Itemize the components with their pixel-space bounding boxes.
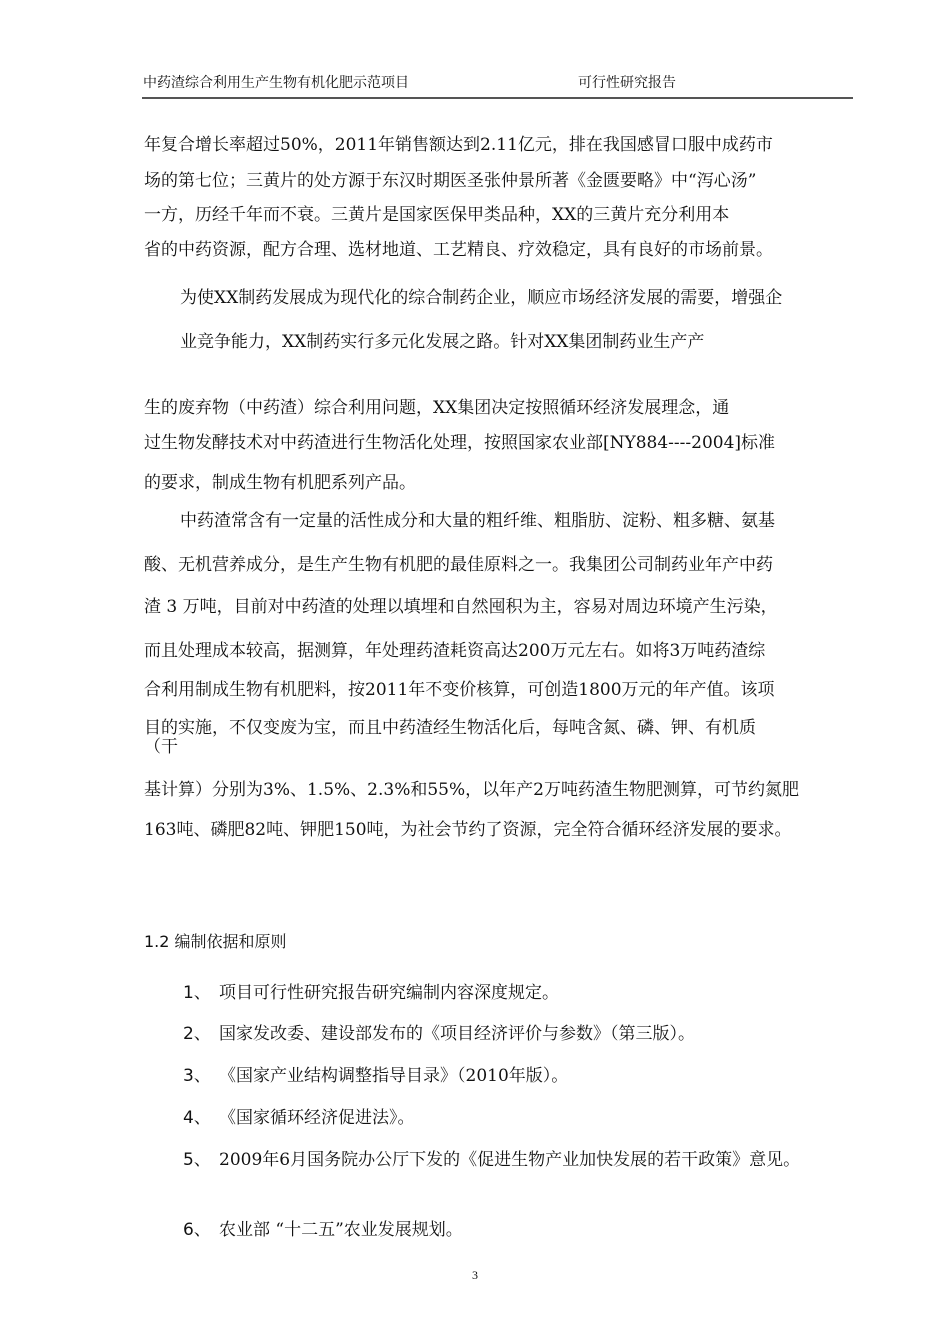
text-line: 年复合增长率超过50%，2011年销售额达到2.11亿元，排在我国感冒口服中成药市 <box>144 135 773 155</box>
text-line: 163吨、磷肥82吨、钾肥150吨，为社会节约了资源，完全符合循环经济发展的要求。 <box>144 820 792 840</box>
list-item <box>183 982 559 1004</box>
text-line: 合利用制成生物有机肥料，按2011年不变价核算，可创造1800万元的年产值。该项 <box>144 680 775 700</box>
list-item <box>183 1149 800 1171</box>
text-line: 省的中药资源，配方合理、选材地道、工艺精良、疗效稳定，具有良好的市场前景。 <box>144 240 773 260</box>
text-line: 而且处理成本较高，据测算，年处理药渣耗资高达200万元左右。如将3万吨药渣综 <box>144 641 766 661</box>
item-number: 1、 <box>183 983 211 1003</box>
section-heading: 1.2 编制依据和原则 <box>144 932 287 951</box>
text-line: 渣 3 万吨，目前对中药渣的处理以填埋和自然囤积为主，容易对周边环境产生污染， <box>144 597 778 617</box>
text-line: （干 <box>144 737 178 757</box>
item-number: 3、 <box>183 1066 211 1086</box>
item-number: 5、 <box>183 1150 211 1170</box>
text-line: 酸、无机营养成分，是生产生物有机肥的最佳原料之一。我集团公司制药业年产中药 <box>144 555 773 575</box>
item-text: 《国家产业结构调整指导目录》（2010年版）。 <box>219 1066 569 1086</box>
item-text: 项目可行性研究报告研究编制内容深度规定。 <box>219 983 559 1003</box>
text-line: 生的废弃物（中药渣）综合利用问题，XX集团决定按照循环经济发展理念，通 <box>144 398 730 418</box>
text-line: 一方，历经千年而不衰。三黄片是国家医保甲类品种，XX的三黄片充分利用本 <box>144 205 730 225</box>
item-number: 4、 <box>183 1108 211 1128</box>
text-line: 目的实施，不仅变废为宝，而且中药渣经生物活化后，每吨含氮、磷、钾、有机质 <box>144 718 756 738</box>
item-text: 农业部 “十二五”农业发展规划。 <box>219 1220 463 1240</box>
list-item <box>183 1219 463 1241</box>
item-number: 6、 <box>183 1220 211 1240</box>
text-line: 为使XX制药发展成为现代化的综合制药企业，顺应市场经济发展的需要，增强企 <box>180 288 783 308</box>
text-line: 过生物发酵技术对中药渣进行生物活化处理，按照国家农业部[NY884----2004]标准 <box>144 433 776 453</box>
header-report-type: 可行性研究报告 <box>578 75 676 91</box>
item-text: 2009年6月国务院办公厅下发的《促进生物产业加快发展的若干政策》意见。 <box>219 1150 801 1170</box>
item-text: 《国家循环经济促进法》。 <box>219 1108 415 1128</box>
text-line: 业竞争能力，XX制药实行多元化发展之路。针对XX集团制药业生产产 <box>180 332 705 352</box>
list-item <box>183 1107 415 1129</box>
text-line: 的要求，制成生物有机肥系列产品。 <box>144 473 416 493</box>
text-line: 中药渣常含有一定量的活性成分和大量的粗纤维、粗脂肪、淀粉、粗多糖、氨基 <box>180 511 775 531</box>
list-item <box>183 1065 568 1087</box>
header-divider <box>142 97 853 99</box>
text-line: 基计算）分别为3%、1.5%、2.3%和55%，以年产2万吨药渣生物肥测算，可节约氮肥 <box>144 780 799 800</box>
item-number: 2、 <box>183 1024 211 1044</box>
item-text: 国家发改委、建设部发布的《项目经济评价与参数》（第三版）。 <box>219 1024 695 1044</box>
text-line: 场的第七位；三黄片的处方源于东汉时期医圣张仲景所著《金匮要略》中“泻心汤” <box>144 171 757 191</box>
header-project-title: 中药渣综合利用生产生物有机化肥示范项目 <box>143 75 409 91</box>
page-number: 3 <box>472 1268 478 1282</box>
list-item <box>183 1023 695 1045</box>
